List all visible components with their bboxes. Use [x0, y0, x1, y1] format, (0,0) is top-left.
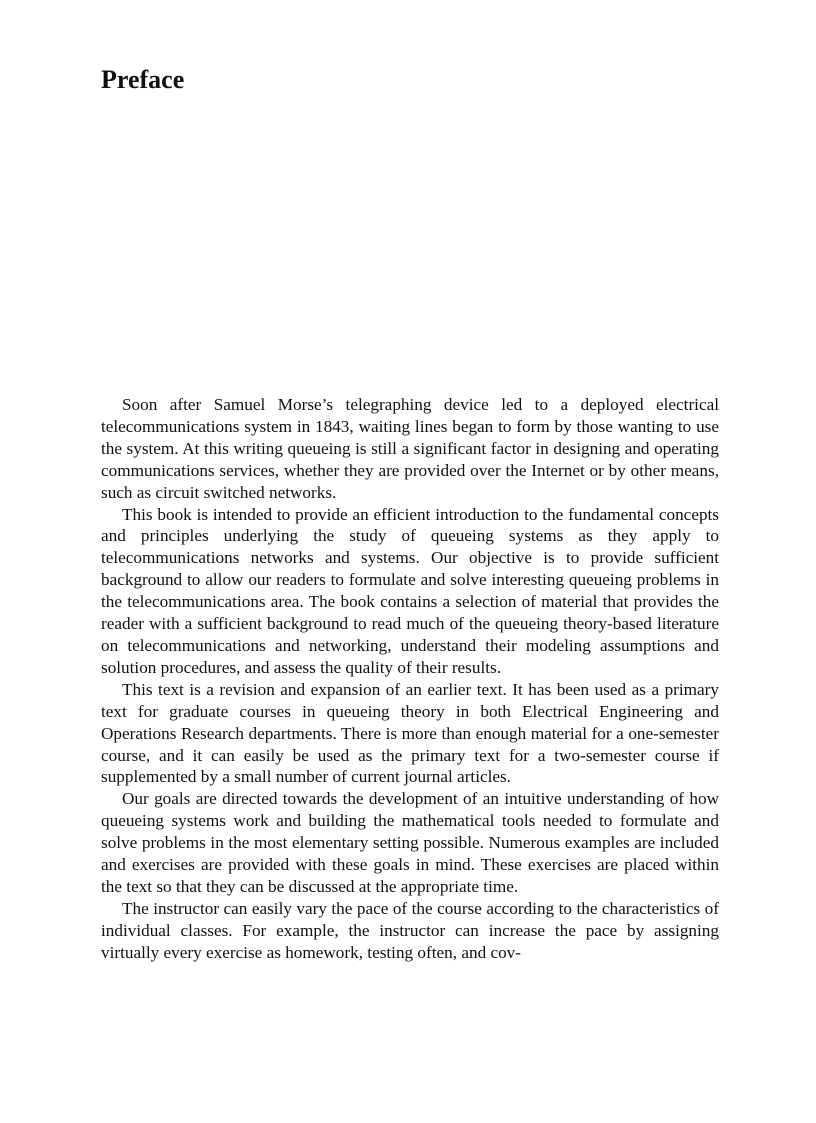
paragraph-4: Our goals are directed towards the development of an intuitive understanding of how queueing systems work and building the mathematical tools needed to formulate and solve problems in the most elementary setting possible. Numerous examples are included and exercises are provided with these goals in mind. These exercises are placed within the text so that they can be discussed at the appropriate time.: [101, 789, 719, 896]
page-title: Preface: [101, 65, 185, 94]
paragraph-3: This text is a revision and expansion of an earlier text. It has been used as a primary text for graduate courses in queueing theory in both Electrical Engineering and Operations Research departments. There is more than enough material for a one-semester course, and it can easily be used as the primary text for a two-semester course if supplemented by a small number of current journal articles.: [101, 679, 719, 787]
paragraph-1: Soon after Samuel Morse’s telegraphing device led to a deployed electrical telecommunications system in 1843, waiting lines began to form by those wanting to use the system. At this writing queueing is still a significant factor in designing and operating communications services, whether they are provided over the Internet or by other means, such as circuit switched networks.: [101, 395, 719, 502]
paragraph-5: The instructor can easily vary the pace of the course according to the characteristics of individual classes. For example, the instructor can increase the pace by assigning virtually every exercise as homework, testing often, and cov-: [101, 898, 719, 962]
paragraph-2: This book is intended to provide an efficient introduction to the fundamental concepts and principles underlying the study of queueing systems as they apply to telecommunications networks and systems. Our objective is to provide sufficient background to allow our readers to formulate and solve interesting queueing problems in the telecommunications area. The book contains a selection of material that provides the reader with a sufficient background to read much of the queueing theory-based literature on telecommunications and networking, understand their modeling assumptions and solution procedures, and assess the quality of their results.: [101, 504, 719, 677]
preface-body: [101, 394, 719, 964]
